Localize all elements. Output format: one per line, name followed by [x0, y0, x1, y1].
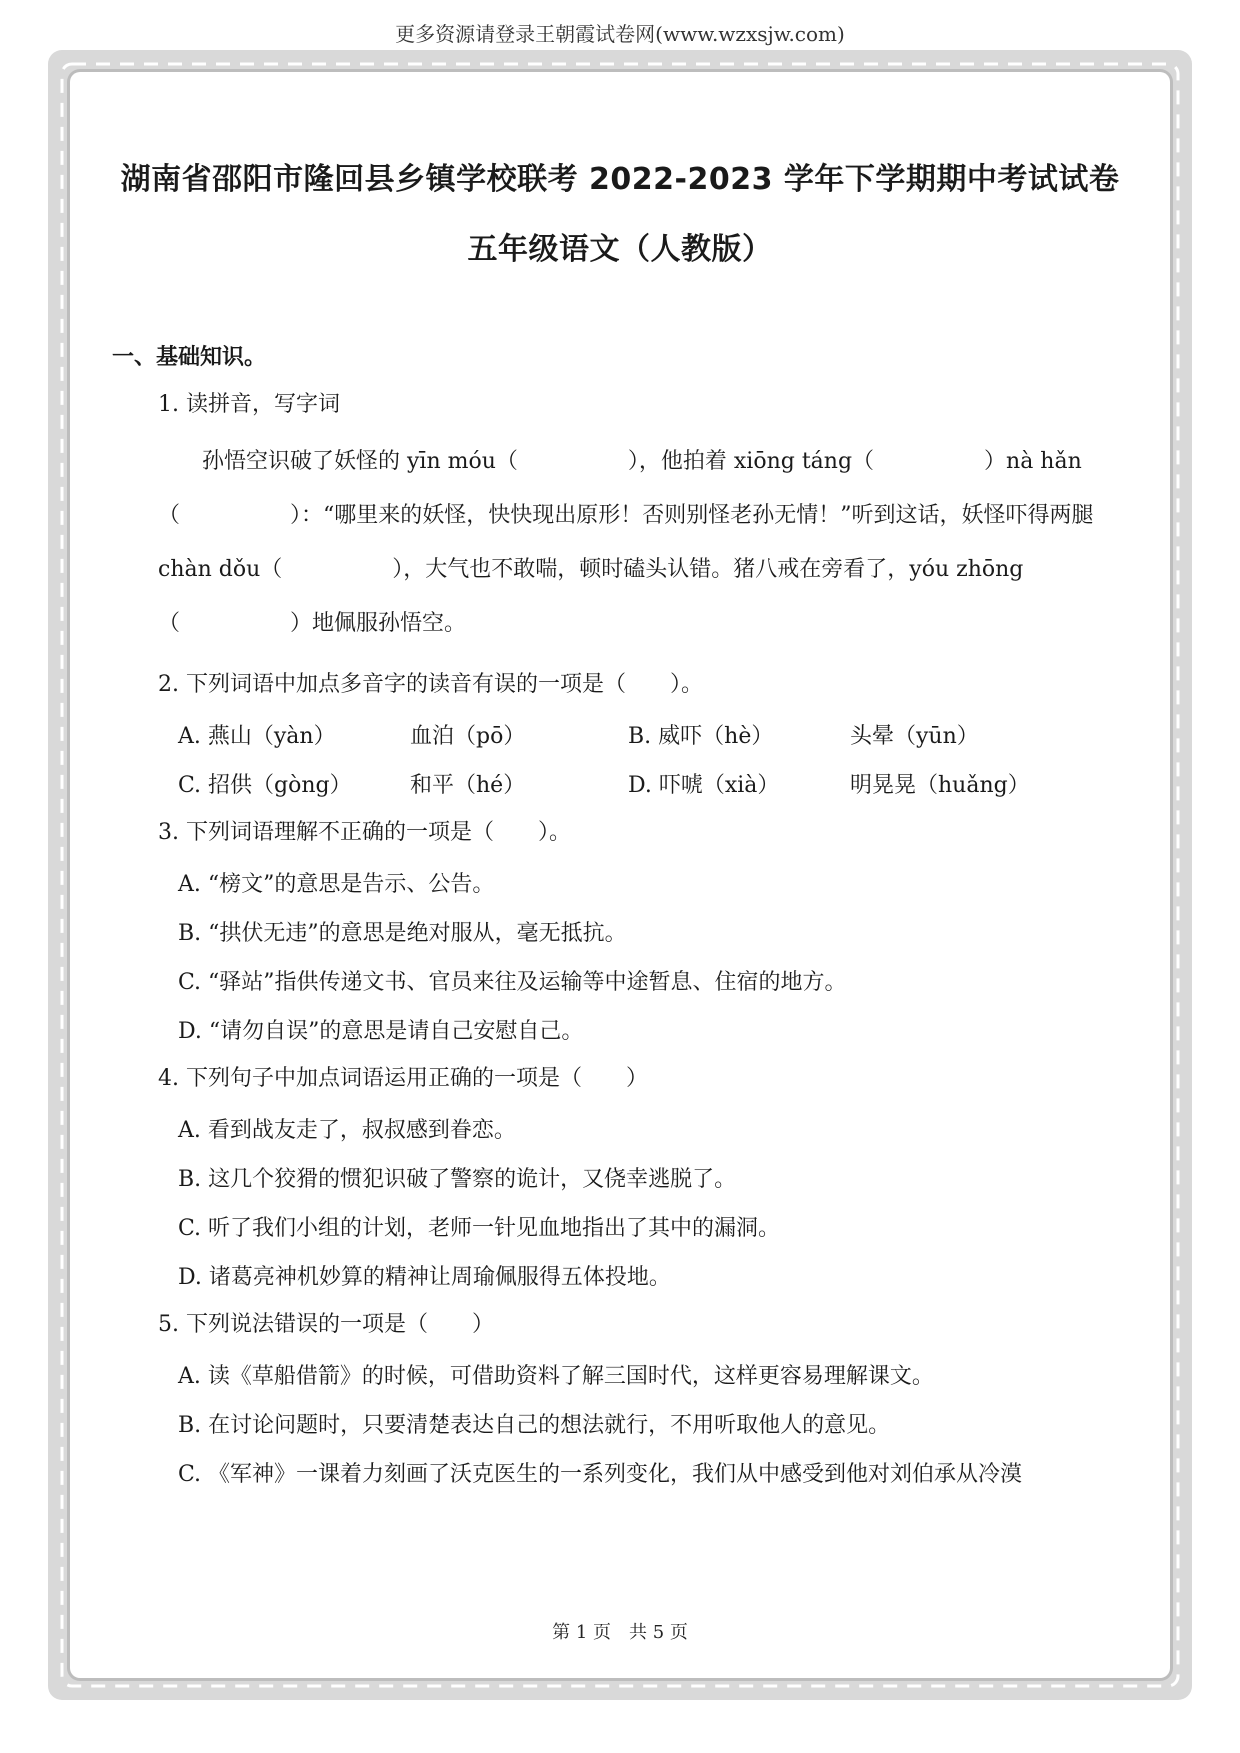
option-d-1: D. 吓唬（xià）: [628, 773, 780, 798]
question-3-option-c: C. “驿站”指供传递文书、官员来往及运输等中途暂息、住宿的地方。: [178, 970, 847, 995]
exam-content: [112, 160, 1128, 1488]
question-3-stem: 3. 下列词语理解不正确的一项是（ ）。: [158, 820, 571, 845]
exam-subtitle: 五年级语文（人教版）: [467, 232, 773, 267]
section-heading: 一、基础知识。: [112, 345, 267, 370]
question-1-stem: 1. 读拼音，写字词: [158, 392, 340, 417]
question-4-option-d: D. 诸葛亮神机妙算的精神让周瑜佩服得五体投地。: [178, 1265, 671, 1290]
question-2-options-row-2: [178, 768, 1128, 799]
option-a-1: A. 燕山（yàn）: [178, 724, 336, 749]
question-2-stem: 2. 下列词语中加点多音字的读音有误的一项是（ ）。: [158, 672, 703, 697]
question-3-option-a: A. “榜文”的意思是告示、公告。: [178, 872, 495, 897]
exam-title: 湖南省邵阳市隆回县乡镇学校联考 2022-2023 学年下学期期中考试试卷: [120, 162, 1120, 197]
option-d-2: 明晃晃（huǎng）: [850, 773, 1030, 798]
question-5-option-b: B. 在讨论问题时，只要清楚表达自己的想法就行，不用听取他人的意见。: [178, 1413, 891, 1438]
question-5-option-c: C. 《军神》一课着力刻画了沃克医生的一系列变化，我们从中感受到他对刘伯承从冷漠: [178, 1462, 1023, 1487]
question-3-option-b: B. “拱伏无违”的意思是绝对服从，毫无抵抗。: [178, 921, 627, 946]
option-c-1: C. 招供（gòng）: [178, 773, 352, 798]
question-4-stem: 4. 下列句子中加点词语运用正确的一项是（ ）: [158, 1066, 648, 1091]
question-4-option-c: C. 听了我们小组的计划，老师一针见血地指出了其中的漏洞。: [178, 1216, 781, 1241]
question-3-option-d: D. “请勿自误”的意思是请自己安慰自己。: [178, 1019, 584, 1044]
option-a-2: 血泊（pō）: [410, 724, 526, 749]
question-4-option-a: A. 看到战友走了，叔叔感到眷恋。: [178, 1118, 516, 1143]
header-website-link: 更多资源请登录王朝霞试卷网(www.wzxsjw.com): [395, 22, 845, 46]
question-2-options-row-1: [178, 719, 1128, 750]
question-5-option-a: A. 读《草船借箭》的时候，可借助资料了解三国时代，这样更容易理解课文。: [178, 1364, 934, 1389]
page-number: 第 1 页 共 5 页: [552, 1622, 688, 1643]
question-4-option-b: B. 这几个狡猾的惯犯识破了警察的诡计，又侥幸逃脱了。: [178, 1167, 737, 1192]
option-b-2: 头晕（yūn）: [850, 724, 979, 749]
question-5-stem: 5. 下列说法错误的一项是（ ）: [158, 1312, 494, 1337]
option-b-1: B. 威吓（hè）: [628, 724, 774, 749]
question-1-passage: 孙悟空识破了妖怪的 yīn móu（ ），他拍着 xiōng táng（ ）nà hǎn（ ）：“哪里来的妖怪，快快现出原形！否则别怪老孙无情！”听到这话，妖怪吓得两腿 chàn dǒu（ ），大气也不敢喘，顿时磕头认错。猪八戒在旁看了，yóu zhōng（ ）地佩服孙悟空。: [158, 449, 1094, 636]
option-c-2: 和平（hé）: [410, 773, 526, 798]
